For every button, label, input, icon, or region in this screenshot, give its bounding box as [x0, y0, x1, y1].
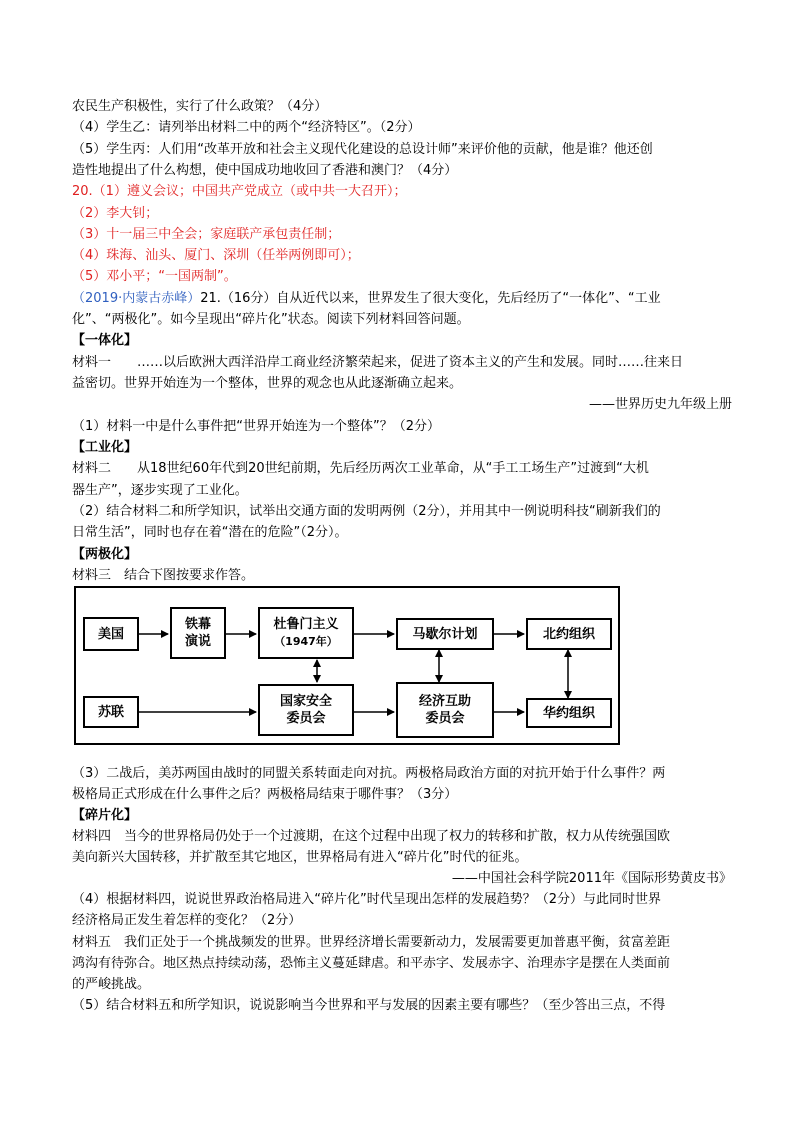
question-text: 21.（16分）自从近代以来，世界发生了很大变化，先后经历了“一体化”、“工业 — [200, 291, 661, 306]
material-text: 材料三 结合下图按要求作答。 — [72, 568, 255, 583]
node-iron-curtain-speech: 铁幕 演说 — [170, 607, 226, 659]
answer-text: （2）李大钊； — [72, 206, 159, 221]
question-text: （1）材料一中是什么事件把“世界开始连为一个整体”？（2分） — [72, 419, 441, 434]
node-nato: 北约组织 — [526, 618, 612, 650]
material-text: 材料一 ……以后欧洲大西洋沿岸工商业经济繁荣起来，促进了资本主义的产生和发展。同时……往来日 — [72, 355, 684, 370]
section-heading: 【两极化】 — [72, 547, 138, 562]
answer-text: 20.（1）遵义会议；中国共产党成立（或中共一大召开）； — [72, 184, 407, 199]
node-truman-doctrine: 杜鲁门主义 （1947年） — [258, 607, 354, 659]
material-text: 器生产”，逐步实现了工业化。 — [72, 483, 248, 498]
answer-text: （3）十一届三中全会；家庭联产承包责任制； — [72, 227, 341, 242]
question-text: 经济格局正发生着怎样的变化？（2分） — [72, 913, 302, 928]
material-text: 材料五 我们正处于一个挑战频发的世界。世界经济增长需要新动力，发展需要更加普惠平衡，贫富差距 — [72, 935, 671, 950]
question-text: （5）结合材料五和所学知识，说说影响当今世界和平与发展的因素主要有哪些？（至少答出三点，不得 — [72, 998, 666, 1013]
material-text: 美向新兴大国转移，并扩散至其它地区，世界格局有进入“碎片化”时代的征兆。 — [72, 850, 528, 865]
question-text: 日常生活”，同时也存在着“潜在的危险”（2分）。 — [72, 525, 348, 540]
material-source: ——世界历史九年级上册 — [588, 397, 732, 412]
question-text: 化”、“两极化”。如今呈现出“碎片化”状态。阅读下列材料回答问题。 — [72, 312, 470, 327]
section-heading: 【工业化】 — [72, 440, 138, 455]
cold-war-flow-diagram — [74, 586, 620, 745]
node-ussr: 苏联 — [83, 696, 139, 728]
node-warsaw-pact: 华约组织 — [526, 698, 612, 728]
question-text: 农民生产积极性，实行了什么政策？（4分） — [72, 99, 328, 114]
question-source: （2019·内蒙古赤峰） — [72, 291, 201, 306]
answer-text: （4）珠海、汕头、厦门、深圳（任举两例即可）； — [72, 248, 360, 263]
material-text: 益密切。世界开始连为一个整体，世界的观念也从此逐渐确立起来。 — [72, 376, 463, 391]
material-text: 鸿沟有待弥合。地区热点持续动荡，恐怖主义蔓延肆虐。和平赤字、发展赤字、治理赤字是摆在人类面前 — [72, 956, 671, 971]
question-text: （4）根据材料四，说说世界政治格局进入“碎片化”时代呈现出怎样的发展趋势？（2分）与此同时世界 — [72, 892, 662, 907]
node-cominform: 国家安全 委员会 — [258, 684, 354, 736]
material-text: 材料二 从18世纪60年代到20世纪前期，先后经历两次工业革命，从“手工工场生产”过渡到“大机 — [72, 461, 649, 476]
material-text: 的严峻挑战。 — [72, 977, 151, 992]
question-text: （4）学生乙：请列举出材料二中的两个“经济特区”。（2分） — [72, 120, 421, 135]
question-text: 极格局正式形成在什么事件之后？两极格局结束于哪件事？（3分） — [72, 787, 458, 802]
section-heading: 【碎片化】 — [72, 808, 138, 823]
section-heading: 【一体化】 — [72, 333, 138, 348]
answer-text: （5）邓小平；“一国两制”。 — [72, 269, 237, 284]
node-comecon: 经济互助 委员会 — [396, 682, 494, 738]
material-source: ——中国社会科学院2011年《国际形势黄皮书》 — [451, 871, 732, 886]
question-text: （3）二战后，美苏两国由战时的同盟关系转面走向对抗。两极格局政治方面的对抗开始于什么事件？两 — [72, 766, 666, 781]
question-text: 造性地提出了什么构想，使中国成功地收回了香港和澳门？（4分） — [72, 163, 458, 178]
question-text: （2）结合材料二和所学知识，试举出交通方面的发明两例（2分），并用其中一例说明科技“刷新我们的 — [72, 504, 661, 519]
question-21-header — [72, 288, 732, 309]
node-marshall-plan: 马歇尔计划 — [396, 618, 494, 650]
material-text: 材料四 当今的世界格局仍处于一个过渡期，在这个过程中出现了权力的转移和扩散，权力从传统强国欧 — [72, 829, 671, 844]
node-usa: 美国 — [83, 617, 139, 651]
question-text: （5）学生丙：人们用“改革开放和社会主义现代化建设的总设计师”来评价他的贡献，他是谁？他还创 — [72, 142, 653, 157]
